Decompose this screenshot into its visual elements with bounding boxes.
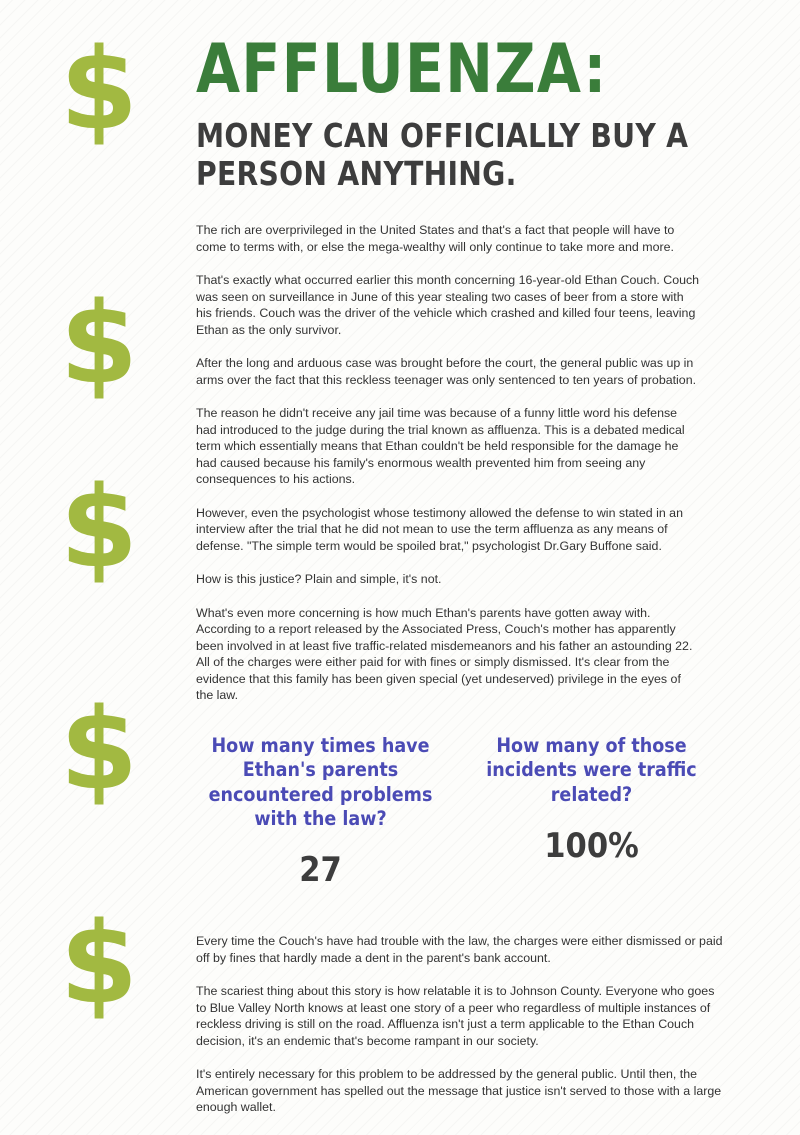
stat-block bbox=[196, 733, 445, 891]
statistics-row bbox=[196, 733, 716, 891]
dollar-sign-icon: $ bbox=[60, 685, 136, 815]
paragraph: The scariest thing about this story is how relatable it is to Johnson County. Everyone who goes to Blue Valley North knows at least one story of a peer who regardless of multiple instances of reckless driving is still on the road. Affluenza isn't just a term applicable to the Ethan Couch decision, it's an endemic that's become rampant in our society. bbox=[196, 984, 715, 1048]
dollar-sign-decoration-column bbox=[0, 0, 196, 1135]
paragraph: Every time the Couch's have had trouble with the law, the charges were either dismissed or paid off by fines that hardly made a dent in the parent's bank account. bbox=[196, 934, 723, 965]
dollar-sign-icon: $ bbox=[60, 463, 136, 593]
paragraph: After the long and arduous case was brought before the court, the general public was up in arms over the fact that this reckless teenager was only sentenced to ten years of probation. bbox=[196, 356, 697, 387]
page-title: AFFLUENZA: bbox=[196, 30, 608, 109]
paragraph: The reason he didn't receive any jail time was because of a funny little word his defense had introduced to the judge during the trial known as affluenza. This is a debated medical term which essentially means that Ethan couldn't be held responsible for the damage he had caused because his family's enormous wealth prevented him from seeing any consequences to his actions. bbox=[196, 406, 685, 487]
stat-block bbox=[467, 734, 716, 888]
article-content bbox=[196, 0, 800, 1135]
paragraph: However, even the psychologist whose testimony allowed the defense to win stated in an interview after the trial that he did not mean to use the term affluenza as any means of defense. "The simple term would be spoiled brat," psychologist Dr.Gary Buffone said. bbox=[196, 505, 683, 553]
paragraph: What's even more concerning is how much Ethan's parents have gotten away with. According to a report released by the Associated Press, Couch's mother has apparently been involved in at least five traffic-related misdemeanors and his father an astounding 22. All of the charges were either paid for with fines or simply dismissed. It's clear from the evidence that this family has been given special (yet undeserved) privilege in the eyes of the law. bbox=[196, 605, 693, 703]
stat-question: How many times have Ethan's parents encountered problems with the law? bbox=[208, 733, 433, 831]
dollar-sign-icon: $ bbox=[60, 279, 136, 409]
dollar-sign-icon: $ bbox=[60, 25, 136, 155]
stat-value: 100% bbox=[544, 826, 639, 867]
article-body-bottom bbox=[196, 933, 728, 1116]
paragraph: That's exactly what occurred earlier this month concerning 16-year-old Ethan Couch. Couch was seen on surveillance in June of this year stealing two cases of beer from a store with his friends. Couch was the driver of the vehicle which crashed and killed four teens, leaving Ethan as the only survivor. bbox=[196, 273, 700, 337]
stat-question: How many of those incidents were traffic related? bbox=[486, 733, 697, 806]
stat-value: 27 bbox=[299, 850, 342, 891]
dollar-sign-icon: $ bbox=[60, 899, 136, 1029]
paragraph: How is this justice? Plain and simple, it's not. bbox=[196, 572, 442, 587]
page-subtitle: MONEY CAN OFFICIALLY BUY A PERSON ANYTHING. bbox=[196, 115, 689, 193]
paragraph: It's entirely necessary for this problem to be addressed by the general public. Until then, the American government has spelled out the message that justice isn't served to those with a large enough wallet. bbox=[196, 1067, 722, 1115]
article-body-top bbox=[196, 222, 701, 704]
paragraph: The rich are overprivileged in the United States and that's a fact that people will have to come to terms with, or else the mega-wealthy will only continue to take more and more. bbox=[196, 223, 675, 254]
